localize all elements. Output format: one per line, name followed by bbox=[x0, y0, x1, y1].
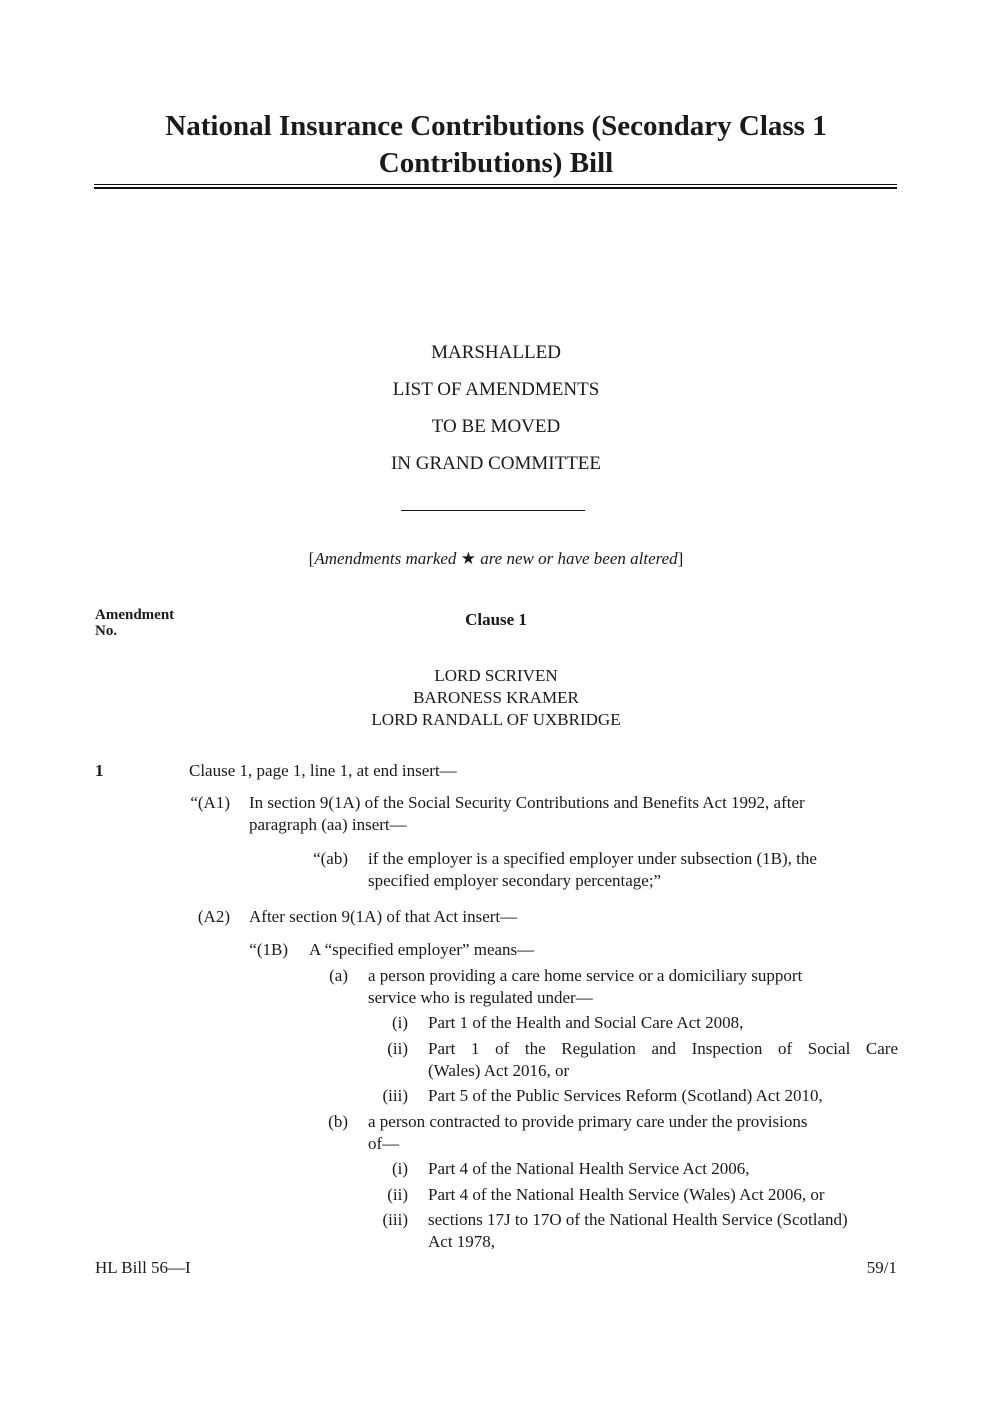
note-text-before: Amendments marked bbox=[314, 549, 461, 568]
bill-title-line-2: Contributions) Bill bbox=[378, 147, 614, 179]
sub-paragraph-a-ii-line-2: (Wales) Act 2016, or bbox=[428, 1061, 570, 1080]
sub-paragraph-a-iii-text: Part 5 of the Public Services Reform (Scotland) Act 2010, bbox=[428, 1086, 823, 1105]
sub-paragraph-b-i-text: Part 4 of the National Health Service Act 2006, bbox=[428, 1159, 750, 1178]
paragraph-ab-line-2: specified employer secondary percentage;” bbox=[368, 871, 662, 890]
sub-paragraph-label-a-iii: (iii) bbox=[382, 1086, 408, 1105]
paragraph-ab-line-1: if the employer is a specified employer under subsection (1B), the bbox=[368, 849, 817, 868]
title-rule-thick bbox=[94, 187, 897, 189]
clause-heading: Clause 1 bbox=[465, 610, 527, 629]
subsection-a2-text: After section 9(1A) of that Act insert— bbox=[249, 907, 518, 926]
paragraph-b-line-1: a person contracted to provide primary care under the provisions bbox=[368, 1112, 808, 1131]
sub-paragraph-label-b-ii: (ii) bbox=[387, 1185, 408, 1204]
paragraph-label-a: (a) bbox=[329, 966, 348, 985]
sub-paragraph-b-iii-line-2: Act 1978, bbox=[428, 1232, 496, 1251]
amendment-number-header-line-2: No. bbox=[95, 623, 118, 639]
subsection-a1-line-2: paragraph (aa) insert— bbox=[249, 815, 407, 834]
heading-divider bbox=[401, 510, 585, 511]
subsection-a1-line-1: In section 9(1A) of the Social Security Contributions and Benefits Act 1992, after bbox=[249, 793, 805, 812]
sub-paragraph-a-i-text: Part 1 of the Health and Social Care Act 2008, bbox=[428, 1013, 744, 1032]
subsection-label-a2: (A2) bbox=[197, 907, 230, 926]
bill-reference: HL Bill 56—I bbox=[95, 1258, 191, 1277]
sub-paragraph-label-b-iii: (iii) bbox=[382, 1210, 408, 1229]
subsection-1b-text: A “specified employer” means— bbox=[309, 940, 535, 959]
note-text-after: are new or have been altered bbox=[475, 549, 678, 568]
paragraph-label-b: (b) bbox=[328, 1112, 348, 1131]
amendments-note bbox=[95, 549, 897, 569]
heading-line-3: TO BE MOVED bbox=[431, 416, 561, 437]
sub-paragraph-a-ii-line-1: Part 1 of the Regulation and Inspection of Social Care bbox=[428, 1039, 898, 1058]
sponsor-3: LORD RANDALL OF UXBRIDGE bbox=[371, 710, 621, 729]
paragraph-label-ab: “(ab) bbox=[313, 849, 348, 868]
amendment-number-header-line-1: Amendment bbox=[95, 607, 175, 623]
sub-paragraph-label-a-ii: (ii) bbox=[387, 1039, 408, 1058]
title-rule-thin bbox=[94, 184, 897, 185]
bill-title-line-1: National Insurance Contributions (Secondary Class 1 bbox=[165, 110, 827, 142]
sponsor-1: LORD SCRIVEN bbox=[434, 666, 558, 685]
subsection-label-1b: “(1B) bbox=[249, 940, 288, 959]
sub-paragraph-b-ii-text: Part 4 of the National Health Service (Wales) Act 2006, or bbox=[428, 1185, 825, 1204]
paragraph-b-line-2: of— bbox=[368, 1134, 400, 1153]
note-open-bracket: [ bbox=[308, 549, 315, 568]
star-icon: ★ bbox=[460, 549, 476, 568]
subsection-label-a1: “(A1) bbox=[190, 793, 230, 812]
note-close-bracket: ] bbox=[677, 549, 684, 568]
amendment-intro: Clause 1, page 1, line 1, at end insert— bbox=[189, 761, 457, 780]
amendment-number: 1 bbox=[95, 761, 104, 780]
heading-line-4: IN GRAND COMMITTEE bbox=[390, 453, 602, 474]
paragraph-a-line-2: service who is regulated under— bbox=[368, 988, 593, 1007]
bill-title bbox=[95, 108, 897, 182]
paragraph-a-line-1: a person providing a care home service or a domiciliary support bbox=[368, 966, 803, 985]
sub-paragraph-label-b-i: (i) bbox=[391, 1159, 408, 1178]
sponsor-2: BARONESS KRAMER bbox=[413, 688, 579, 707]
sub-paragraph-b-iii-line-1: sections 17J to 17O of the National Health Service (Scotland) bbox=[428, 1210, 848, 1229]
page-reference: 59/1 bbox=[866, 1258, 897, 1277]
heading-line-2: LIST OF AMENDMENTS bbox=[392, 379, 600, 400]
sub-paragraph-label-a-i: (i) bbox=[391, 1013, 408, 1032]
heading-line-1: MARSHALLED bbox=[431, 342, 561, 363]
